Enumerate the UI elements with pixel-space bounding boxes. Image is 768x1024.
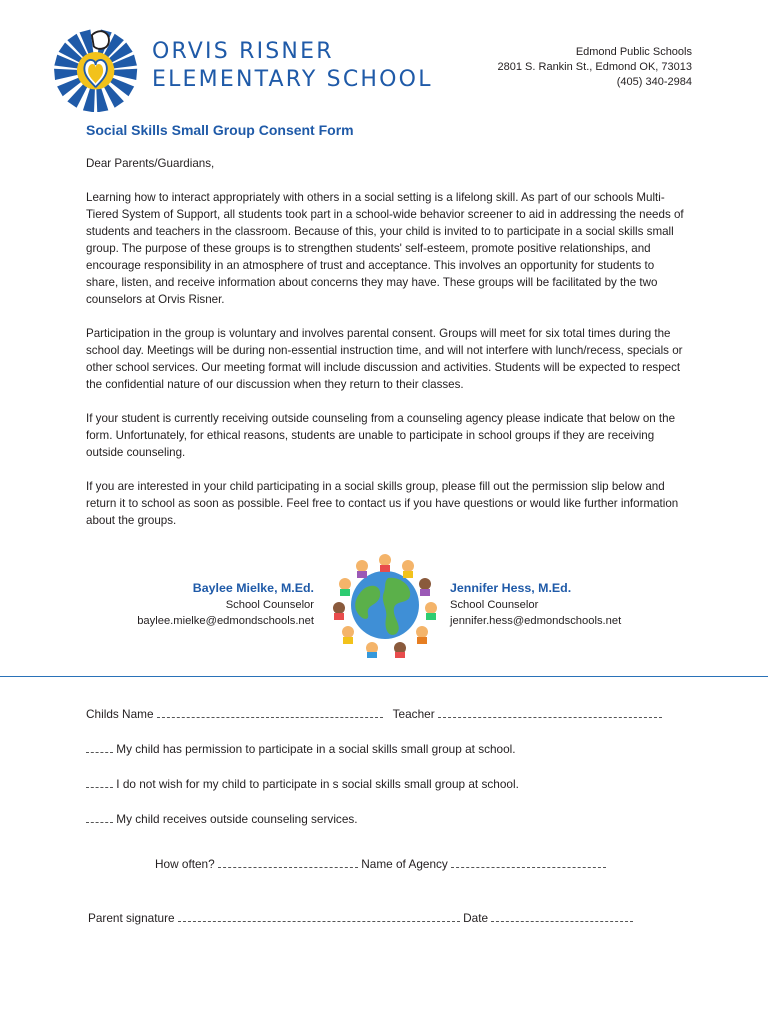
globe-children-icon (330, 548, 440, 660)
paragraph-4: If you are interested in your child participating in a social skills group, please fill out the permission slip below and return it to school as soon as possible. Feel free to contact us if you have questions or would like further information about the groups. (86, 480, 679, 527)
date-field[interactable] (491, 911, 633, 922)
teacher-field[interactable] (438, 707, 662, 718)
child-teacher-row (86, 706, 662, 722)
counselor-right (450, 580, 690, 630)
paragraph-2: Participation in the group is voluntary and involves parental consent. Groups will meet for six total times during the school day. Meetings will be during non-essential instruction time, and will not interfere with lunch/recess, specials or other school services. Our meeting format will include discussion and activities. Students will be expected to respect the confidential nature of our discussion when they return to their classes. (86, 327, 683, 391)
child-name-field[interactable] (157, 707, 383, 718)
paragraph-1: Learning how to interact appropriately with others in a social setting is a lifelong skill. As part of our schools Multi-Tiered System of Support, all students took part in a school-wide behavior screener to aid in addressing the needs of students and teachers in the classroom. Because of this, your child is invited to to participate in a social skills small group. The purpose of these groups is to strengthen students' self-esteem, promote positive relationships, and encourage responsibility in an atmosphere of trust and acceptance. This involves an opportunity for students to share, listen, and receive information about concerns they may have. These groups will be facilitated by the two counselors at Orvis Risner. (86, 191, 684, 306)
date-label: Date (463, 911, 489, 925)
parent-signature-label: Parent signature (88, 911, 175, 925)
street-address: 2801 S. Rankin St., Edmond OK, 73013 (497, 61, 692, 73)
school-name-line2: ELEMENTARY SCHOOL (152, 67, 433, 92)
counselor-role: School Counselor (225, 598, 314, 611)
teacher-label: Teacher (392, 707, 435, 721)
signature-date-row (88, 910, 633, 926)
district-name: Edmond Public Schools (575, 46, 692, 58)
parent-signature-field[interactable] (178, 911, 460, 922)
school-name (152, 38, 433, 94)
phone-number: (405) 340-2984 (616, 76, 692, 88)
counselor-name: Jennifer Hess, M.Ed. (450, 581, 572, 595)
child-name-label: Childs Name (86, 707, 154, 721)
agency-field[interactable] (451, 857, 606, 868)
form-title: Social Skills Small Group Consent Form (86, 122, 354, 138)
frequency-agency-row (155, 856, 606, 872)
permission-option-text: My child has permission to participate in a social skills small group at school. (116, 742, 516, 756)
school-name-line1: ORVIS RISNER (152, 39, 334, 64)
outside-counseling-row (86, 811, 358, 827)
school-address (498, 45, 692, 90)
counselor-name: Baylee Mielke, M.Ed. (192, 581, 314, 595)
greeting: Dear Parents/Guardians, (86, 157, 215, 170)
cut-line-divider (0, 676, 768, 677)
outside-counseling-text: My child receives outside counseling services. (116, 812, 358, 826)
paragraph-3: If your student is currently receiving outside counseling from a counseling agency please indicate that below on the form. Unfortunately, for ethical reasons, students are unable to participate in school groups if they are receiving outside counseling. (86, 412, 676, 459)
decline-option-text: I do not wish for my child to participate in s social skills small group at school. (116, 777, 519, 791)
how-often-field[interactable] (218, 857, 358, 868)
school-logo-icon (50, 22, 145, 112)
agency-label: Name of Agency (361, 857, 448, 871)
decline-option-row (86, 776, 519, 792)
counselor-role: School Counselor (450, 598, 539, 611)
permission-option-row (86, 741, 516, 757)
decline-checkbox[interactable] (86, 777, 113, 788)
permission-checkbox[interactable] (86, 742, 113, 753)
letter-body (86, 155, 686, 546)
counselor-left (86, 580, 314, 630)
how-often-label: How often? (155, 857, 215, 871)
outside-counseling-checkbox[interactable] (86, 812, 113, 823)
counselor-email: jennifer.hess@edmondschools.net (450, 615, 622, 627)
counselor-email: baylee.mielke@edmondschools.net (137, 615, 314, 627)
